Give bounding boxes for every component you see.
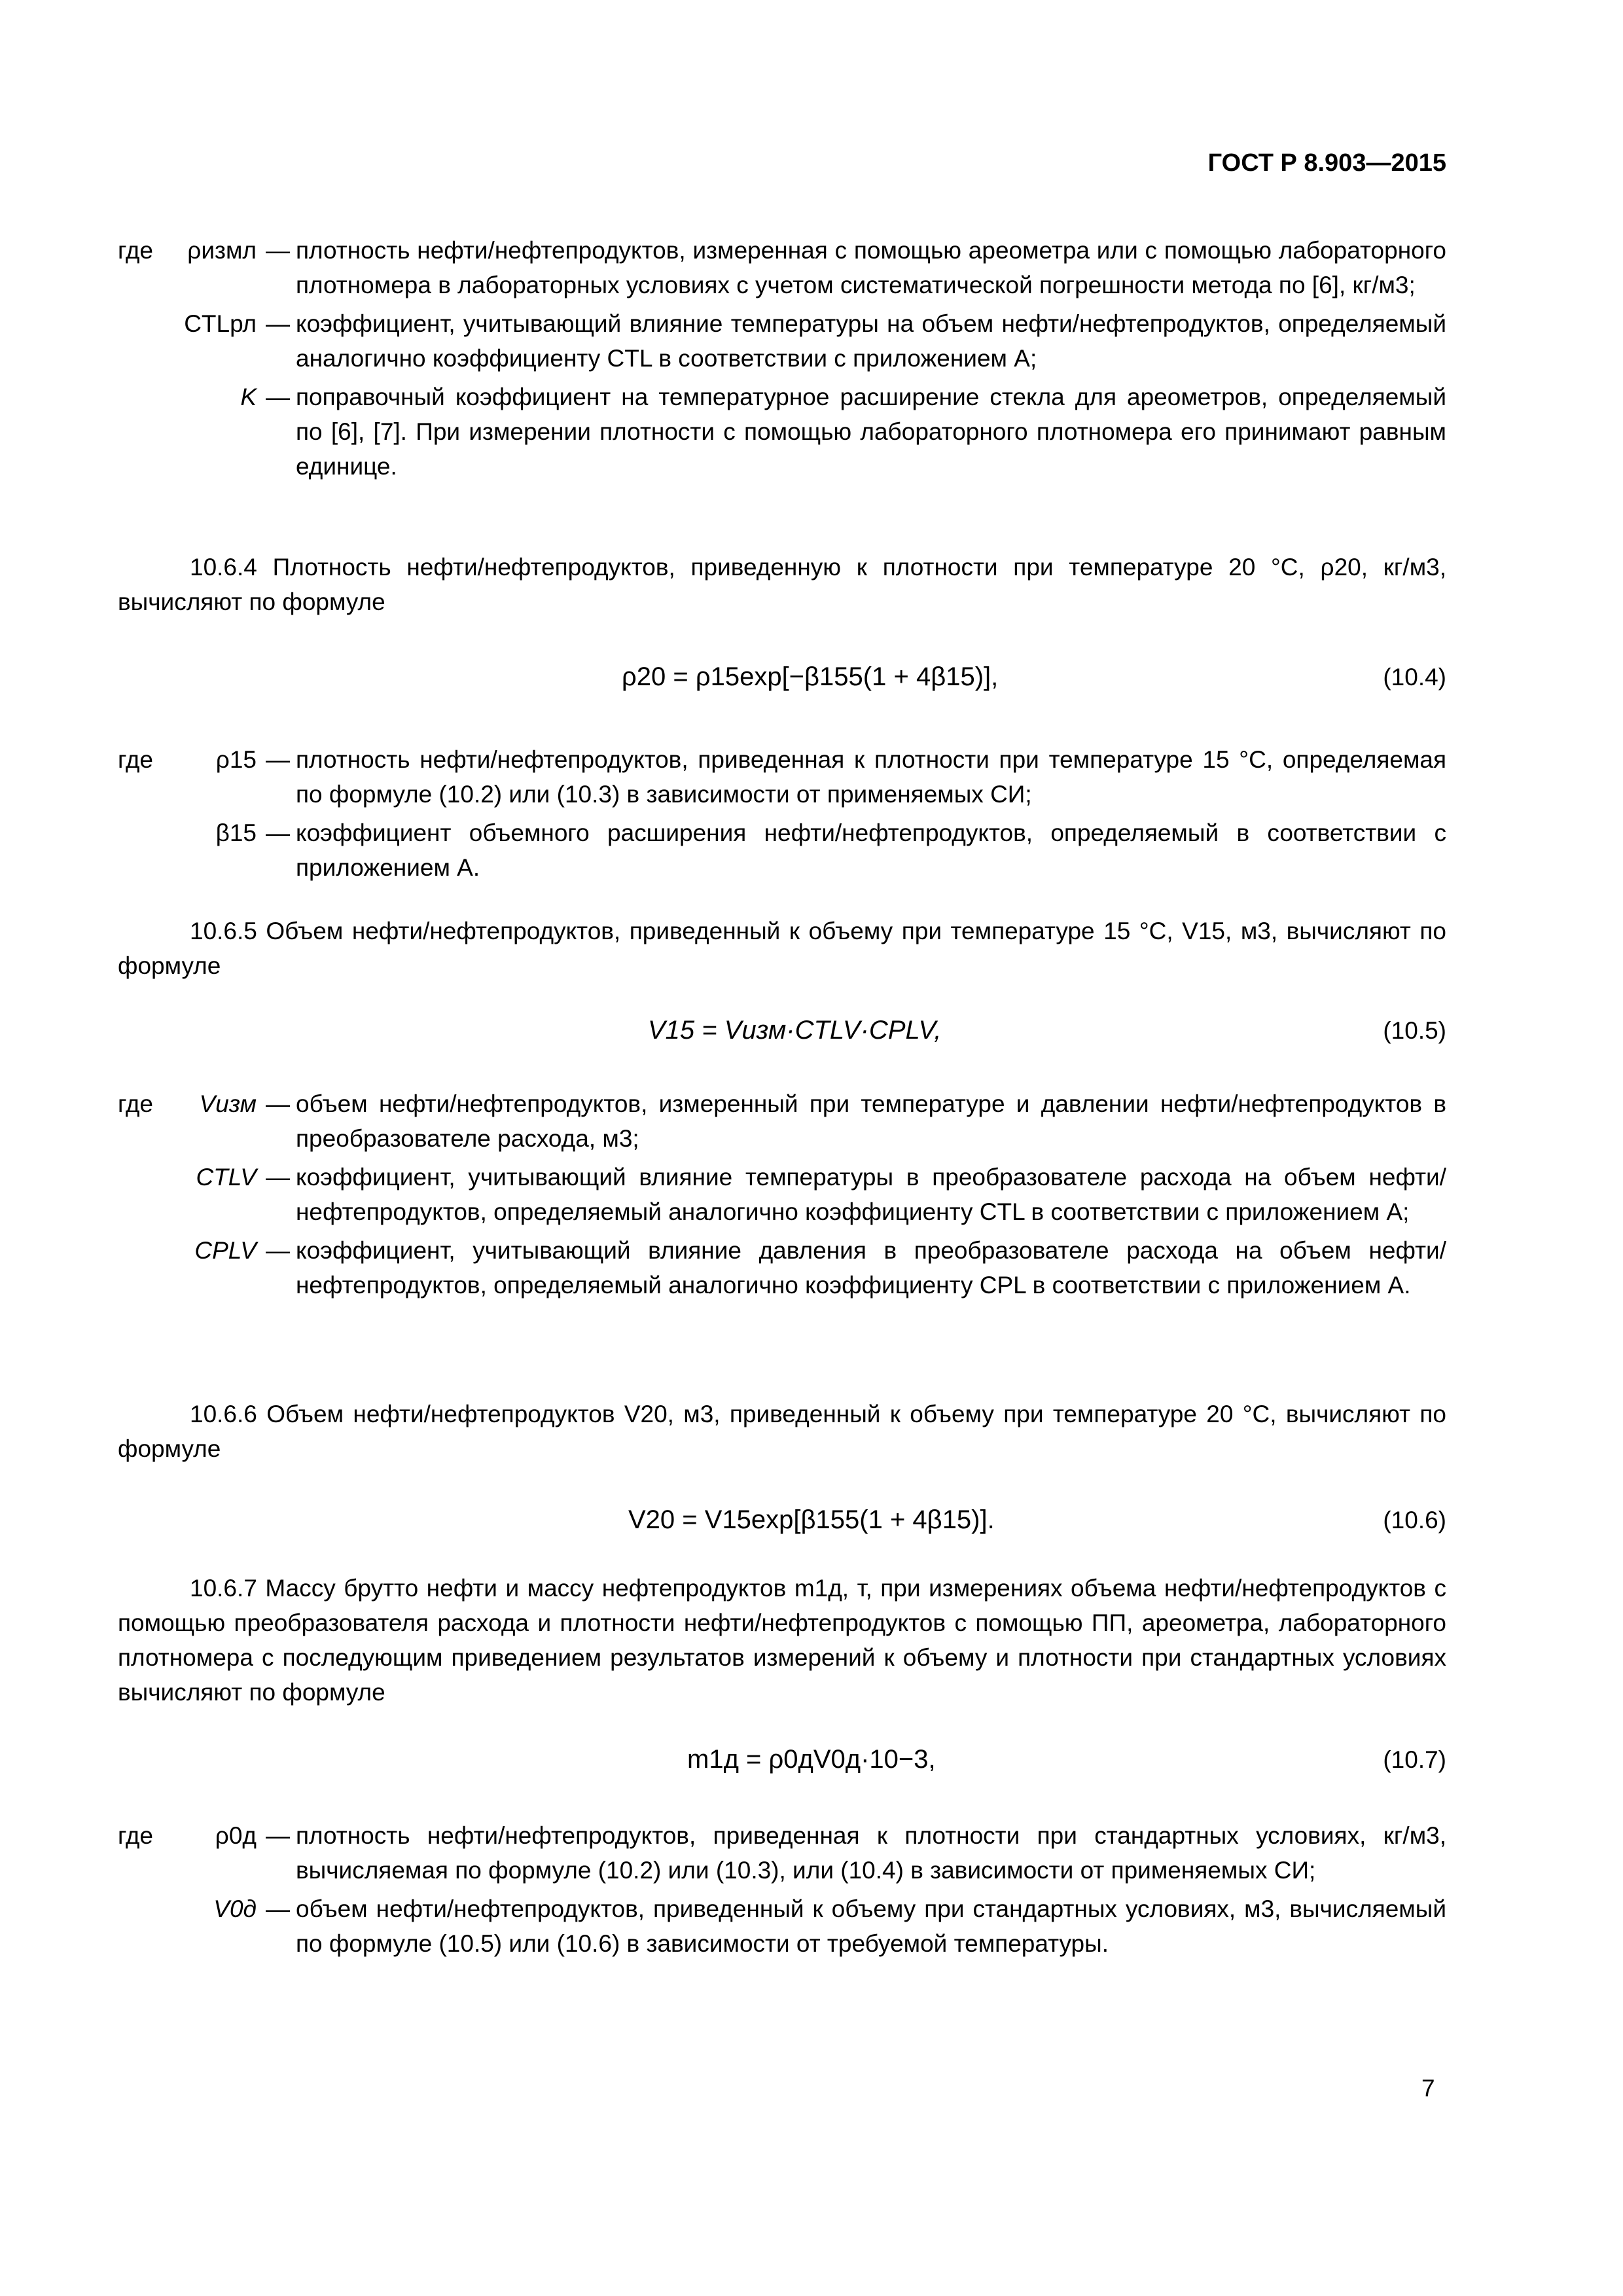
equation-number: (10.7) — [1383, 1746, 1446, 1773]
definition-text: плотность нефти/нефтепродуктов, измеренная с помощью ареометра или с помощью лабораторного плотномера в лабораторных условиях с учетом систематической погрешности метода по [6], кг/м3; — [296, 237, 1446, 298]
symbol-rho-izm-l: ρизмл — [187, 237, 257, 264]
definitions-block-3 — [118, 1086, 1446, 1306]
where-label: где — [118, 1090, 154, 1117]
definition-text: коэффициент, учитывающий влияние давления в преобразователе расхода на объем нефти/нефтепродуктов, определяемый аналогично коэффициенту CPL в соответствии с приложением А. — [296, 1237, 1446, 1299]
equation-number: (10.6) — [1383, 1507, 1446, 1534]
definition-text: поправочный коэффициент на температурное расширение стекла для ареометров, определяемый по [6], [7]. При измерении плотности с помощью лабораторного плотномера его принимают равным единице. — [296, 384, 1446, 480]
symbol-cpl-v: CPLV — [194, 1237, 257, 1264]
formula: ρ20 = ρ15exp[−β155(1 + 4β15)], — [622, 662, 999, 691]
equation-number: (10.5) — [1383, 1017, 1446, 1044]
paragraph-10-6-5: 10.6.5 Объем нефти/нефтепродуктов, приведенный к объему при температуре 15 °С, V15, м3, вычисляют по формуле — [118, 918, 1446, 979]
paragraph-10-6-6: 10.6.6 Объем нефти/нефтепродуктов V20, м3, приведенный к объему при температуре 20 °С, вычисляют по формуле — [118, 1401, 1446, 1462]
definition-row — [118, 1086, 1446, 1156]
definition-row — [118, 1233, 1446, 1302]
symbol-beta-15: β15 — [215, 819, 257, 846]
definition-row — [118, 1160, 1446, 1229]
equation-10-4 — [118, 660, 1446, 699]
dash: — — [266, 1895, 290, 1922]
definitions-block-1 — [118, 233, 1446, 488]
dash: — — [266, 1164, 290, 1191]
formula: m1д = ρ0дV0д·10−3, — [687, 1745, 936, 1774]
equation-10-6 — [118, 1503, 1446, 1542]
symbol-ctl-v: CTLV — [196, 1164, 257, 1191]
where-label: где — [118, 746, 154, 773]
dash: — — [266, 384, 290, 410]
symbol-k: K — [240, 384, 257, 410]
definition-text: объем нефти/нефтепродуктов, приведенный к объему при стандартных условиях, м3, вычисляемый по формуле (10.5) или (10.6) в зависимости от требуемой температуры. — [296, 1895, 1446, 1957]
definition-row — [118, 816, 1446, 885]
dash: — — [266, 1237, 290, 1264]
paragraph-10-6-7: 10.6.7 Массу брутто нефти и массу нефтепродуктов m1д, т, при измерениях объема нефти/нефтепродуктов с помощью преобразователя расхода и плотности нефти/нефтепродуктов с помощью ПП, ареометра, лабораторного плотномера с последующим приведением результатов измерений к объему и плотности при стандартных условиях вычисляют по формуле — [118, 1575, 1446, 1706]
symbol-v-izm: Vизм — [199, 1090, 257, 1117]
definition-text: плотность нефти/нефтепродуктов, приведенная к плотности при температуре 15 °С, определяемая по формуле (10.2) или (10.3) в зависимости от применяемых СИ; — [296, 746, 1446, 808]
definition-text: коэффициент, учитывающий влияние температуры на объем нефти/нефтепродуктов, определяемый аналогично коэффициенту CTL в соответствии с приложением А; — [296, 310, 1446, 372]
definitions-block-2 — [118, 742, 1446, 889]
definition-row — [118, 380, 1446, 484]
page-number: 7 — [1421, 2075, 1435, 2102]
definition-row — [118, 742, 1446, 812]
formula: V15 = Vизм·CTLV·CPLV, — [648, 1016, 942, 1045]
definition-text: коэффициент, учитывающий влияние температуры в преобразователе расхода на объем нефти/нефтепродуктов, определяемый аналогично коэффициенту CTL в соответствии с приложением А; — [296, 1164, 1446, 1225]
definition-row — [118, 233, 1446, 302]
formula: V20 = V15exp[β155(1 + 4β15)]. — [628, 1505, 995, 1534]
dash: — — [266, 310, 290, 337]
where-label: где — [118, 237, 154, 264]
definitions-block-4 — [118, 1818, 1446, 1965]
equation-10-5 — [118, 1013, 1446, 1052]
symbol-ctl-p-l: CTLрл — [184, 310, 257, 337]
symbol-rho-0-d: ρ0д — [215, 1822, 257, 1849]
definition-text: коэффициент объемного расширения нефти/нефтепродуктов, определяемый в соответствии с приложением А. — [296, 819, 1446, 881]
where-label: где — [118, 1822, 154, 1849]
symbol-rho-15: ρ15 — [215, 746, 257, 773]
dash: — — [266, 819, 290, 846]
equation-number: (10.4) — [1383, 664, 1446, 691]
definition-text: плотность нефти/нефтепродуктов, приведенная к плотности при стандартных условиях, кг/м3, вычисляемая по формуле (10.2) или (10.3), или (10.4) в зависимости от применяемых СИ; — [296, 1822, 1446, 1884]
definition-text: объем нефти/нефтепродуктов, измеренный при температуре и давлении нефти/нефтепродуктов в преобразователе расхода, м3; — [296, 1090, 1446, 1152]
definition-row — [118, 306, 1446, 376]
paragraph-10-6-4: 10.6.4 Плотность нефти/нефтепродуктов, приведенную к плотности при температуре 20 °С, ρ20, кг/м3, вычисляют по формуле — [118, 554, 1446, 615]
dash: — — [266, 237, 290, 264]
definition-row — [118, 1892, 1446, 1961]
definition-row — [118, 1818, 1446, 1888]
equation-10-7 — [118, 1742, 1446, 1782]
document-header: ГОСТ Р 8.903—2015 — [1207, 149, 1446, 177]
dash: — — [266, 1822, 290, 1849]
symbol-v-0-d: V0д — [213, 1895, 257, 1922]
dash: — — [266, 746, 290, 773]
dash: — — [266, 1090, 290, 1117]
